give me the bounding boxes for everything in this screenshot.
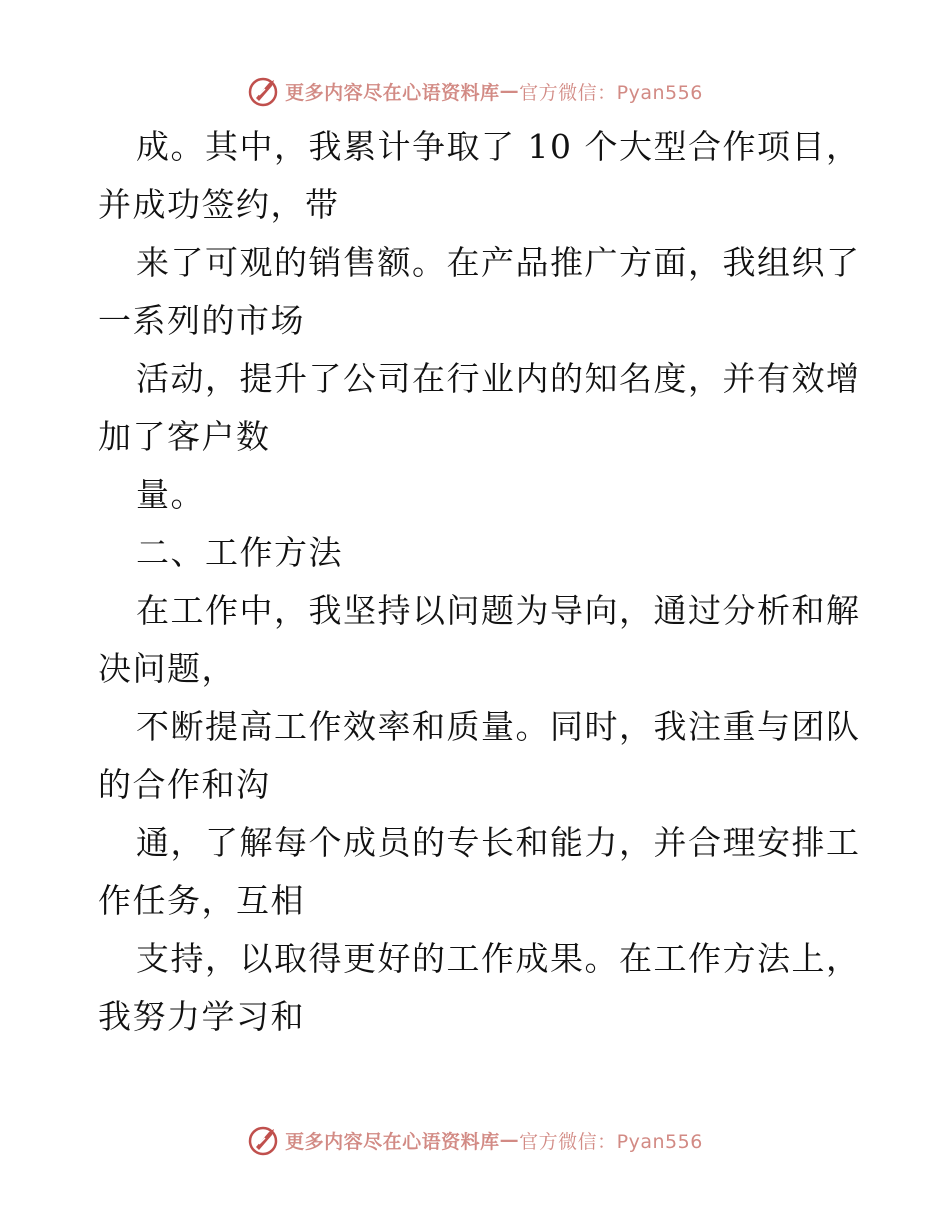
body-text-line: 作任务，互相: [98, 881, 305, 920]
body-text-line: 决问题，: [98, 649, 236, 688]
body-text-line: 支持，以取得更好的工作成果。在工作方法上，: [136, 939, 861, 978]
body-text-line: 的合作和沟: [98, 765, 271, 804]
body-text-line: 我努力学习和: [98, 997, 305, 1036]
body-text-line: 并成功签约，带: [98, 185, 340, 224]
body-text-line: 活动，提升了公司在行业内的知名度，并有效增: [136, 359, 861, 398]
pen-nib-logo-icon: [247, 1123, 281, 1157]
header-wechat-text: 官方微信：Pyan556: [519, 81, 703, 104]
header-site-text: 更多内容尽在心语资料库: [285, 81, 500, 104]
body-text-line: 二、工作方法: [136, 533, 343, 572]
body-text-line: 一系列的市场: [98, 301, 305, 340]
body-text-line: 通，了解每个成员的专长和能力，并合理安排工: [136, 823, 861, 862]
body-text-line: 来了可观的销售额。在产品推广方面，我组织了: [136, 243, 861, 282]
body-text-line: 加了客户数: [98, 417, 271, 456]
footer-wechat-text: 官方微信：Pyan556: [519, 1130, 703, 1153]
footer-dash: —: [499, 1129, 520, 1151]
body-text-line: 成。其中，我累计争取了 10 个大型合作项目，: [136, 127, 861, 166]
header-watermark: [0, 71, 950, 111]
header-dash: —: [499, 80, 520, 102]
body-text-line: 不断提高工作效率和质量。同时，我注重与团队: [136, 707, 861, 746]
footer-site-text: 更多内容尽在心语资料库: [285, 1130, 500, 1153]
pen-nib-logo-icon: [247, 74, 281, 108]
body-text-line: 在工作中，我坚持以问题为导向，通过分析和解: [136, 591, 861, 630]
body-text-line: 量。: [136, 475, 205, 514]
document-body: [98, 118, 861, 1046]
footer-watermark: [0, 1120, 950, 1160]
